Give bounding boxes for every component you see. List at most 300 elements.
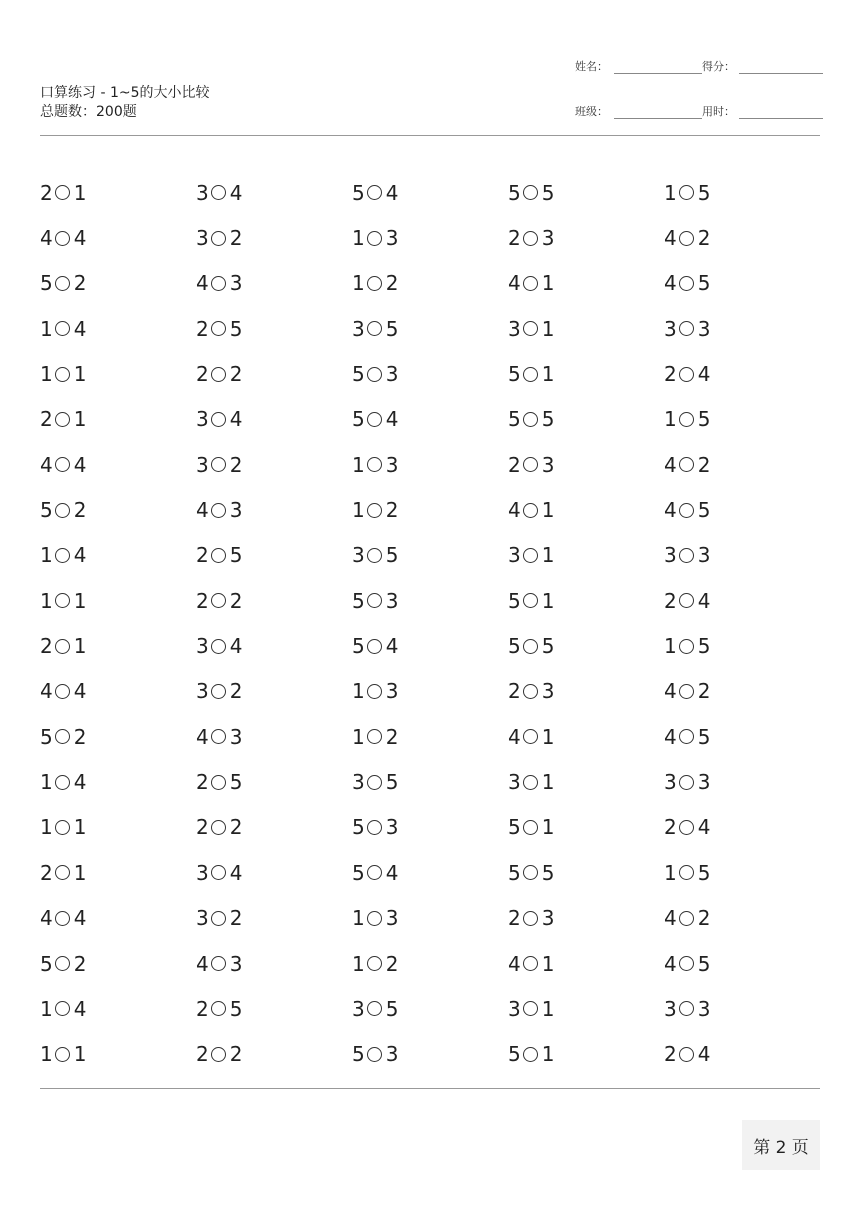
answer-circle[interactable]	[367, 503, 382, 518]
answer-circle[interactable]	[55, 911, 70, 926]
right-number: 1	[541, 724, 555, 749]
comparison-problem	[664, 714, 820, 759]
answer-circle[interactable]	[367, 1047, 382, 1062]
left-number: 4	[664, 452, 677, 477]
left-number: 2	[664, 362, 677, 387]
answer-circle[interactable]	[523, 865, 538, 880]
answer-circle[interactable]	[55, 956, 70, 971]
score-field[interactable]	[739, 61, 823, 74]
right-number: 1	[541, 362, 555, 387]
comparison-problem	[508, 533, 664, 578]
left-number: 4	[508, 724, 521, 749]
name-field[interactable]	[614, 61, 702, 74]
comparison-problem	[196, 986, 352, 1031]
left-number: 1	[40, 543, 53, 568]
right-number: 1	[73, 407, 87, 432]
answer-circle[interactable]	[523, 185, 538, 200]
right-number: 3	[385, 226, 399, 251]
answer-circle[interactable]	[55, 684, 70, 699]
answer-circle[interactable]	[55, 185, 70, 200]
comparison-problem	[196, 487, 352, 532]
answer-circle[interactable]	[679, 231, 694, 246]
page-title: 口算练习 - 1~5的大小比较	[40, 85, 210, 101]
left-number: 4	[508, 271, 521, 296]
comparison-problem	[352, 306, 508, 351]
right-number: 3	[385, 1042, 399, 1067]
left-number: 4	[40, 679, 53, 704]
problem-row	[40, 896, 820, 941]
left-number: 4	[664, 271, 677, 296]
comparison-problem	[664, 941, 820, 986]
answer-circle[interactable]	[367, 820, 382, 835]
right-number: 2	[229, 1042, 243, 1067]
answer-circle[interactable]	[367, 639, 382, 654]
comparison-problem	[352, 759, 508, 804]
answer-circle[interactable]	[679, 367, 694, 382]
answer-circle[interactable]	[523, 412, 538, 427]
answer-circle[interactable]	[523, 684, 538, 699]
answer-circle[interactable]	[679, 412, 694, 427]
left-number: 5	[352, 180, 365, 205]
left-number: 1	[40, 1042, 53, 1067]
comparison-problem	[508, 896, 664, 941]
right-number: 1	[73, 180, 87, 205]
right-number: 2	[385, 271, 399, 296]
right-number: 3	[229, 724, 243, 749]
left-number: 3	[196, 407, 209, 432]
comparison-problem	[40, 1032, 196, 1077]
answer-circle[interactable]	[367, 684, 382, 699]
right-number: 2	[73, 498, 87, 523]
right-number: 2	[697, 679, 711, 704]
problem-row	[40, 397, 820, 442]
right-number: 4	[385, 407, 399, 432]
comparison-problem	[508, 850, 664, 895]
right-number: 2	[73, 271, 87, 296]
left-number: 2	[664, 1042, 677, 1067]
left-number: 1	[40, 316, 53, 341]
right-number: 4	[385, 634, 399, 659]
left-number: 2	[40, 180, 53, 205]
answer-circle[interactable]	[211, 956, 226, 971]
comparison-problem	[508, 1032, 664, 1077]
comparison-problem	[196, 1032, 352, 1077]
comparison-problem	[40, 669, 196, 714]
left-number: 3	[352, 316, 365, 341]
comparison-problem	[196, 215, 352, 260]
answer-circle[interactable]	[679, 639, 694, 654]
right-number: 1	[541, 770, 555, 795]
left-number: 3	[664, 996, 677, 1021]
answer-circle[interactable]	[367, 185, 382, 200]
right-number: 4	[385, 860, 399, 885]
answer-circle[interactable]	[523, 775, 538, 790]
comparison-problem	[352, 442, 508, 487]
answer-circle[interactable]	[679, 503, 694, 518]
answer-circle[interactable]	[523, 729, 538, 744]
problem-grid	[40, 170, 820, 1077]
answer-circle[interactable]	[523, 367, 538, 382]
left-number: 2	[40, 860, 53, 885]
answer-circle[interactable]	[523, 548, 538, 563]
comparison-problem	[508, 261, 664, 306]
left-number: 5	[40, 498, 53, 523]
left-number: 2	[664, 815, 677, 840]
comparison-problem	[508, 487, 664, 532]
answer-circle[interactable]	[679, 548, 694, 563]
right-number: 1	[541, 543, 555, 568]
right-number: 1	[541, 951, 555, 976]
comparison-problem	[196, 306, 352, 351]
problem-row	[40, 669, 820, 714]
right-number: 3	[229, 271, 243, 296]
left-number: 3	[664, 316, 677, 341]
right-number: 1	[541, 588, 555, 613]
left-number: 3	[196, 634, 209, 659]
comparison-problem	[40, 397, 196, 442]
answer-circle[interactable]	[523, 1047, 538, 1062]
class-field[interactable]	[614, 106, 702, 119]
comparison-problem	[40, 941, 196, 986]
answer-circle[interactable]	[523, 503, 538, 518]
comparison-problem	[352, 397, 508, 442]
left-number: 3	[352, 770, 365, 795]
left-number: 2	[508, 906, 521, 931]
answer-circle[interactable]	[367, 548, 382, 563]
left-number: 5	[352, 860, 365, 885]
left-number: 3	[508, 543, 521, 568]
answer-circle[interactable]	[523, 639, 538, 654]
right-number: 1	[541, 316, 555, 341]
left-number: 1	[352, 452, 365, 477]
right-number: 5	[229, 316, 243, 341]
answer-circle[interactable]	[55, 729, 70, 744]
answer-circle[interactable]	[367, 593, 382, 608]
answer-circle[interactable]	[55, 593, 70, 608]
answer-circle[interactable]	[55, 321, 70, 336]
comparison-problem	[40, 170, 196, 215]
answer-circle[interactable]	[523, 231, 538, 246]
comparison-problem	[508, 170, 664, 215]
answer-circle[interactable]	[55, 548, 70, 563]
left-number: 3	[196, 679, 209, 704]
comparison-problem	[40, 261, 196, 306]
left-number: 5	[508, 180, 521, 205]
comparison-problem	[352, 669, 508, 714]
comparison-problem	[508, 941, 664, 986]
answer-circle[interactable]	[523, 593, 538, 608]
left-number: 2	[196, 362, 209, 387]
answer-circle[interactable]	[211, 412, 226, 427]
answer-circle[interactable]	[211, 911, 226, 926]
answer-circle[interactable]	[523, 911, 538, 926]
answer-circle[interactable]	[55, 503, 70, 518]
right-number: 1	[541, 498, 555, 523]
answer-circle[interactable]	[55, 276, 70, 291]
answer-circle[interactable]	[55, 1047, 70, 1062]
comparison-problem	[664, 306, 820, 351]
answer-circle[interactable]	[211, 231, 226, 246]
answer-circle[interactable]	[367, 412, 382, 427]
comparison-problem	[196, 170, 352, 215]
right-number: 2	[229, 906, 243, 931]
right-number: 5	[229, 543, 243, 568]
right-number: 5	[229, 770, 243, 795]
comparison-problem	[196, 805, 352, 850]
answer-circle[interactable]	[679, 276, 694, 291]
comparison-problem	[352, 623, 508, 668]
comparison-problem	[40, 351, 196, 396]
right-number: 2	[385, 724, 399, 749]
comparison-problem	[664, 669, 820, 714]
right-number: 4	[229, 407, 243, 432]
answer-circle[interactable]	[367, 911, 382, 926]
answer-circle[interactable]	[523, 1001, 538, 1016]
answer-circle[interactable]	[679, 956, 694, 971]
problem-row	[40, 306, 820, 351]
comparison-problem	[664, 351, 820, 396]
left-number: 1	[352, 498, 365, 523]
comparison-problem	[352, 1032, 508, 1077]
comparison-problem	[40, 215, 196, 260]
problem-row	[40, 533, 820, 578]
right-number: 5	[541, 180, 555, 205]
answer-circle[interactable]	[55, 775, 70, 790]
comparison-problem	[508, 578, 664, 623]
answer-circle[interactable]	[523, 276, 538, 291]
time-field[interactable]	[739, 106, 823, 119]
right-number: 5	[385, 316, 399, 341]
comparison-problem	[664, 170, 820, 215]
left-number: 5	[352, 1042, 365, 1067]
right-number: 3	[697, 543, 711, 568]
answer-circle[interactable]	[367, 367, 382, 382]
header-divider	[40, 135, 820, 136]
right-number: 4	[73, 452, 87, 477]
problem-row	[40, 941, 820, 986]
comparison-problem	[196, 533, 352, 578]
answer-circle[interactable]	[211, 503, 226, 518]
answer-circle[interactable]	[367, 956, 382, 971]
answer-circle[interactable]	[211, 457, 226, 472]
comparison-problem	[664, 215, 820, 260]
right-number: 5	[697, 407, 711, 432]
answer-circle[interactable]	[55, 457, 70, 472]
answer-circle[interactable]	[523, 820, 538, 835]
right-number: 4	[697, 1042, 711, 1067]
right-number: 5	[385, 543, 399, 568]
answer-circle[interactable]	[55, 865, 70, 880]
comparison-problem	[352, 170, 508, 215]
answer-circle[interactable]	[211, 593, 226, 608]
name-score-row	[575, 60, 823, 74]
right-number: 2	[73, 724, 87, 749]
answer-circle[interactable]	[679, 457, 694, 472]
answer-circle[interactable]	[211, 639, 226, 654]
comparison-problem	[352, 986, 508, 1031]
answer-circle[interactable]	[679, 775, 694, 790]
problem-row	[40, 170, 820, 215]
right-number: 4	[73, 543, 87, 568]
answer-circle[interactable]	[211, 1001, 226, 1016]
comparison-problem	[664, 487, 820, 532]
right-number: 5	[697, 271, 711, 296]
answer-circle[interactable]	[367, 321, 382, 336]
right-number: 5	[385, 996, 399, 1021]
answer-circle[interactable]	[679, 321, 694, 336]
answer-circle[interactable]	[523, 321, 538, 336]
right-number: 3	[385, 362, 399, 387]
comparison-problem	[664, 986, 820, 1031]
answer-circle[interactable]	[679, 1047, 694, 1062]
comparison-problem	[40, 623, 196, 668]
comparison-problem	[40, 986, 196, 1031]
comparison-problem	[664, 533, 820, 578]
right-number: 5	[229, 996, 243, 1021]
right-number: 4	[697, 815, 711, 840]
comparison-problem	[664, 805, 820, 850]
comparison-problem	[196, 397, 352, 442]
answer-circle[interactable]	[679, 185, 694, 200]
answer-circle[interactable]	[55, 1001, 70, 1016]
left-number: 3	[196, 906, 209, 931]
answer-circle[interactable]	[679, 684, 694, 699]
answer-circle[interactable]	[679, 820, 694, 835]
answer-circle[interactable]	[211, 684, 226, 699]
right-number: 5	[697, 634, 711, 659]
answer-circle[interactable]	[679, 729, 694, 744]
left-number: 4	[508, 951, 521, 976]
left-number: 4	[40, 226, 53, 251]
right-number: 3	[541, 226, 555, 251]
left-number: 2	[196, 316, 209, 341]
comparison-problem	[664, 1032, 820, 1077]
comparison-problem	[352, 941, 508, 986]
right-number: 3	[541, 679, 555, 704]
answer-circle[interactable]	[367, 231, 382, 246]
problem-row	[40, 215, 820, 260]
left-number: 1	[40, 815, 53, 840]
answer-circle[interactable]	[211, 276, 226, 291]
comparison-problem	[196, 351, 352, 396]
left-number: 2	[196, 1042, 209, 1067]
right-number: 1	[73, 1042, 87, 1067]
answer-circle[interactable]	[211, 865, 226, 880]
answer-circle[interactable]	[211, 321, 226, 336]
right-number: 3	[541, 452, 555, 477]
answer-circle[interactable]	[679, 1001, 694, 1016]
left-number: 4	[664, 226, 677, 251]
left-number: 5	[508, 860, 521, 885]
answer-circle[interactable]	[55, 412, 70, 427]
left-number: 1	[352, 679, 365, 704]
answer-circle[interactable]	[367, 457, 382, 472]
answer-circle[interactable]	[211, 775, 226, 790]
left-number: 1	[352, 724, 365, 749]
right-number: 3	[385, 906, 399, 931]
problem-row	[40, 805, 820, 850]
answer-circle[interactable]	[211, 548, 226, 563]
answer-circle[interactable]	[367, 729, 382, 744]
left-number: 5	[508, 634, 521, 659]
answer-circle[interactable]	[367, 865, 382, 880]
answer-circle[interactable]	[367, 775, 382, 790]
right-number: 5	[697, 724, 711, 749]
answer-circle[interactable]	[679, 593, 694, 608]
page-number: 第 2 页	[742, 1120, 820, 1170]
left-number: 4	[664, 906, 677, 931]
left-number: 1	[40, 770, 53, 795]
left-number: 5	[508, 1042, 521, 1067]
left-number: 5	[352, 407, 365, 432]
comparison-problem	[664, 442, 820, 487]
right-number: 4	[229, 634, 243, 659]
class-label: 班级：	[575, 105, 608, 118]
answer-circle[interactable]	[211, 820, 226, 835]
left-number: 4	[196, 271, 209, 296]
left-number: 3	[664, 770, 677, 795]
comparison-problem	[508, 759, 664, 804]
answer-circle[interactable]	[55, 820, 70, 835]
problem-row	[40, 1032, 820, 1077]
left-number: 2	[508, 226, 521, 251]
answer-circle[interactable]	[55, 367, 70, 382]
answer-circle[interactable]	[211, 729, 226, 744]
answer-circle[interactable]	[367, 1001, 382, 1016]
answer-circle[interactable]	[211, 1047, 226, 1062]
right-number: 5	[541, 860, 555, 885]
problem-row	[40, 759, 820, 804]
comparison-problem	[196, 714, 352, 759]
left-number: 3	[508, 770, 521, 795]
left-number: 3	[352, 996, 365, 1021]
answer-circle[interactable]	[679, 865, 694, 880]
left-number: 2	[40, 407, 53, 432]
answer-circle[interactable]	[367, 276, 382, 291]
right-number: 4	[73, 226, 87, 251]
comparison-problem	[196, 261, 352, 306]
right-number: 2	[697, 452, 711, 477]
comparison-problem	[508, 623, 664, 668]
comparison-problem	[352, 805, 508, 850]
answer-circle[interactable]	[55, 231, 70, 246]
answer-circle[interactable]	[523, 457, 538, 472]
comparison-problem	[40, 805, 196, 850]
answer-circle[interactable]	[211, 367, 226, 382]
answer-circle[interactable]	[55, 639, 70, 654]
comparison-problem	[196, 850, 352, 895]
comparison-problem	[352, 215, 508, 260]
right-number: 2	[385, 951, 399, 976]
left-number: 5	[508, 362, 521, 387]
left-number: 2	[196, 770, 209, 795]
answer-circle[interactable]	[679, 911, 694, 926]
comparison-problem	[352, 578, 508, 623]
comparison-problem	[40, 896, 196, 941]
answer-circle[interactable]	[523, 956, 538, 971]
right-number: 1	[73, 634, 87, 659]
left-number: 2	[508, 679, 521, 704]
left-number: 3	[196, 226, 209, 251]
comparison-problem	[40, 850, 196, 895]
right-number: 4	[73, 770, 87, 795]
answer-circle[interactable]	[211, 185, 226, 200]
right-number: 1	[73, 815, 87, 840]
left-number: 3	[196, 180, 209, 205]
left-number: 3	[352, 543, 365, 568]
left-number: 5	[352, 362, 365, 387]
left-number: 5	[508, 588, 521, 613]
